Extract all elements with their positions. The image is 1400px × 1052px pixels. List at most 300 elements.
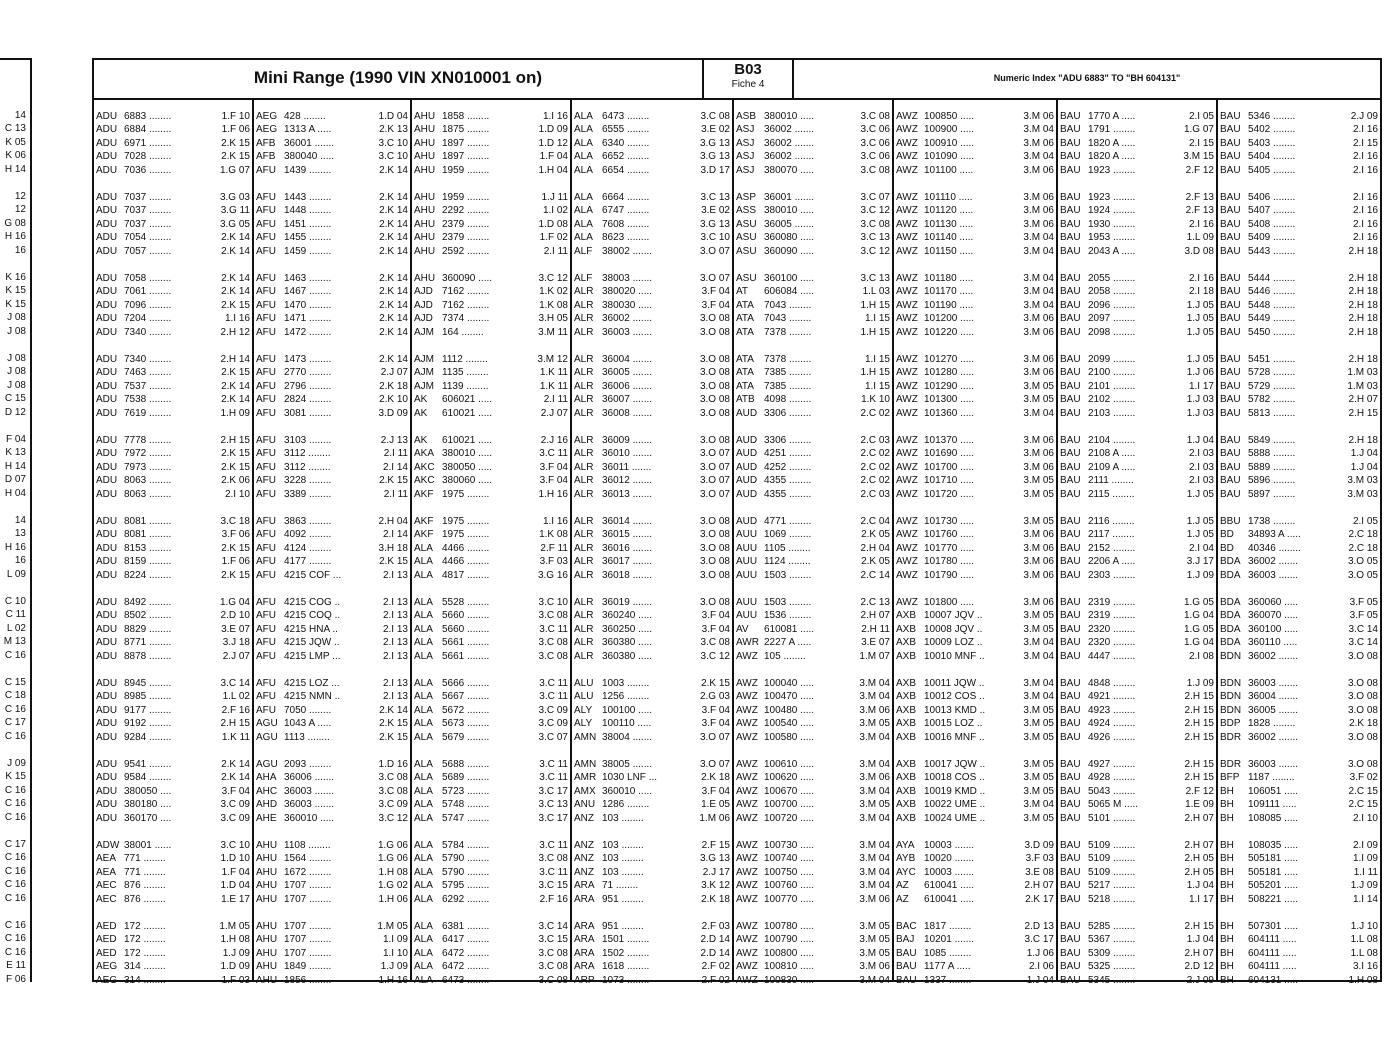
fiche-location: 3.G 13 <box>699 137 730 149</box>
part-prefix: AFU <box>256 542 276 554</box>
part-prefix: BH <box>1220 866 1234 878</box>
part-number: 4251 ........ <box>764 448 812 460</box>
fiche-location: 2.K 14 <box>221 245 250 257</box>
index-row <box>1058 852 1216 865</box>
part-number: 7050 ........ <box>284 704 332 716</box>
fiche-location: 3.C 10 <box>220 840 250 851</box>
part-prefix: AWZ <box>896 435 918 446</box>
strip-code: K 13 <box>5 447 26 459</box>
part-number: 2379 ........ <box>442 232 490 244</box>
part-prefix: AWZ <box>736 718 758 730</box>
fiche-location: 2.D 12 <box>1184 961 1214 973</box>
index-row <box>1218 137 1380 150</box>
part-prefix: BAU <box>1220 435 1241 446</box>
index-row <box>734 920 892 933</box>
fiche-location: 2.I 18 <box>1188 286 1214 298</box>
part-prefix: AWZ <box>896 380 918 392</box>
index-row <box>254 852 410 865</box>
part-prefix: BDA <box>1220 637 1241 649</box>
fiche-location: 3.G 13 <box>699 218 730 230</box>
index-row <box>734 812 892 825</box>
fiche-location: 3.C 08 <box>860 218 890 230</box>
index-row <box>254 812 410 825</box>
strip-code: C 16 <box>4 920 26 931</box>
fiche-location: 3.C 14 <box>1348 623 1378 635</box>
part-number: 38004 ....... <box>602 731 653 743</box>
part-prefix: ALA <box>414 569 433 581</box>
fiche-location: 2.H 07 <box>1184 840 1214 851</box>
part-number: 2058 ........ <box>1088 286 1136 298</box>
part-prefix: AWZ <box>896 367 918 379</box>
fiche-location: 3.C 18 <box>220 516 250 527</box>
part-number: 100810 ..... <box>764 961 815 973</box>
part-number: 1256 ........ <box>602 691 650 703</box>
strip-code: C 13 <box>4 123 26 135</box>
fiche-location: 1.H 04 <box>538 164 568 176</box>
part-prefix: AWZ <box>736 840 758 851</box>
part-prefix: AXB <box>896 650 917 662</box>
part-prefix: ALR <box>574 529 594 541</box>
index-row <box>412 285 570 298</box>
part-number: 8771 ........ <box>124 637 172 649</box>
index-row <box>1058 137 1216 150</box>
part-prefix: AUD <box>736 448 758 460</box>
fiche-location: 2.F 12 <box>1185 164 1214 176</box>
index-row <box>254 933 410 946</box>
part-prefix: ADU <box>96 192 118 203</box>
index-row <box>734 123 892 136</box>
part-prefix: AHU <box>256 947 278 959</box>
part-number: 5285 ........ <box>1088 921 1136 932</box>
part-prefix: AYA <box>896 840 915 851</box>
fiche-location: 3.D 09 <box>1024 840 1054 851</box>
fiche-location: 2.K 15 <box>221 299 250 311</box>
fiche-location: 3.D 17 <box>700 164 730 176</box>
part-prefix: AUD <box>736 435 758 446</box>
fiche-location: 2.C 13 <box>860 597 890 608</box>
part-prefix: ASU <box>736 245 757 257</box>
index-row <box>254 231 410 244</box>
index-row <box>1218 974 1380 987</box>
index-row <box>572 690 732 703</box>
part-number: 1858 ........ <box>442 111 490 122</box>
fiche-location: 1.F 06 <box>221 124 250 136</box>
index-row <box>254 434 410 447</box>
part-prefix: ADU <box>96 475 118 487</box>
index-row <box>1058 812 1216 825</box>
fiche-location: 2.I 05 <box>1352 516 1378 527</box>
fiche-location: 1.G 04 <box>1183 637 1214 649</box>
part-number: 101120 ..... <box>924 205 974 217</box>
part-prefix: ALA <box>414 759 433 770</box>
index-row <box>734 137 892 150</box>
part-prefix: AWZ <box>896 286 918 298</box>
fiche-location: 3.F 04 <box>701 718 730 730</box>
index-row <box>1058 353 1216 366</box>
part-prefix: ALA <box>414 961 433 973</box>
fiche-location: 2.K 15 <box>701 678 730 689</box>
index-row <box>894 947 1056 960</box>
fiche-location: 2.H 18 <box>1348 435 1378 446</box>
part-number: 2292 ........ <box>442 205 490 217</box>
fiche-location: 1.J 05 <box>1186 488 1214 500</box>
part-number: 7028 ........ <box>124 151 172 163</box>
fiche-location: 3.M 06 <box>1023 542 1054 554</box>
fiche-location: 3.E 02 <box>701 124 730 136</box>
fiche-location: 2.F 13 <box>1185 192 1214 203</box>
part-prefix: AWZ <box>896 556 918 568</box>
part-number: 10018 COS .. <box>924 772 985 784</box>
part-prefix: AUU <box>736 529 758 541</box>
part-prefix: AHU <box>414 205 436 217</box>
part-number: 5889 ........ <box>1248 461 1296 473</box>
part-number: 1953 ........ <box>1088 232 1136 244</box>
fiche-location: 3.F 05 <box>1349 597 1378 608</box>
part-prefix: BAU <box>1060 623 1081 635</box>
part-number: 8945 ........ <box>124 678 172 689</box>
strip-code: K 06 <box>5 150 26 162</box>
part-number: 5896 ........ <box>1248 475 1296 487</box>
part-prefix: ALY <box>574 718 593 730</box>
part-prefix: ALU <box>574 691 594 703</box>
index-row <box>1218 785 1380 798</box>
part-prefix: AFU <box>256 691 276 703</box>
fiche-location: 3.F 04 <box>701 610 730 622</box>
part-number: 6555 ........ <box>602 124 650 136</box>
part-prefix: BAU <box>1220 245 1241 257</box>
fiche-location: 3.F 04 <box>539 461 568 473</box>
fiche-location: 2.K 15 <box>221 137 250 149</box>
part-number: 100900 ..... <box>924 124 975 136</box>
fiche-location: 1.G 02 <box>377 880 408 892</box>
index-row <box>1218 650 1380 663</box>
part-number: 4215 HNA .. <box>284 623 338 635</box>
fiche-location: 3.M 06 <box>859 704 890 716</box>
fiche-location: 3.F 04 <box>539 475 568 487</box>
index-row <box>94 690 252 703</box>
index-row <box>894 515 1056 528</box>
index-row <box>254 447 410 460</box>
part-number: 2320 ........ <box>1088 637 1136 649</box>
fiche-location: 1.F 03 <box>221 974 250 986</box>
index-row <box>412 555 570 568</box>
strip-code: L 02 <box>6 622 26 634</box>
part-prefix: AXB <box>896 812 917 824</box>
part-number: 36009 ....... <box>602 435 653 446</box>
part-prefix: BAU <box>1220 151 1241 163</box>
index-row <box>894 960 1056 973</box>
fiche-location: 3.M 04 <box>1023 407 1054 419</box>
index-row <box>412 204 570 217</box>
part-number: 610041 ..... <box>924 893 975 905</box>
fiche-location: 3.C 08 <box>378 772 408 784</box>
part-prefix: BAU <box>1220 205 1241 217</box>
fiche-location: 1.M 03 <box>1347 367 1378 379</box>
fiche-location: 2.K 18 <box>701 772 730 784</box>
part-prefix: ADU <box>96 597 118 608</box>
part-prefix: AMX <box>574 785 596 797</box>
part-prefix: AXB <box>896 678 917 689</box>
part-prefix: ALU <box>574 678 594 689</box>
fiche-location: 3.C 11 <box>539 759 568 770</box>
part-number: 10017 JQW .. <box>924 759 986 770</box>
fiche-location: 3.O 08 <box>699 326 730 338</box>
index-row <box>894 191 1056 204</box>
index-row <box>572 474 732 487</box>
fiche-location: 3.C 08 <box>538 974 568 986</box>
fiche-location: 1.I 17 <box>1188 893 1214 905</box>
index-row <box>412 731 570 744</box>
fiche-location: 2.F 13 <box>1185 205 1214 217</box>
fiche-location: 2.H 05 <box>1184 853 1214 865</box>
index-row <box>734 447 892 460</box>
part-number: 5728 ........ <box>1248 367 1296 379</box>
fiche-location: 2.K 15 <box>221 461 250 473</box>
part-number: 6654 ........ <box>602 164 650 176</box>
part-number: 6884 ........ <box>124 124 172 136</box>
index-row <box>894 488 1056 501</box>
adjacent-page-strip <box>0 58 32 985</box>
part-prefix: AFU <box>256 326 276 338</box>
part-prefix: ADU <box>96 354 118 365</box>
part-number: 4817 ........ <box>442 569 490 581</box>
index-row <box>572 798 732 811</box>
fiche-location: 1.L 09 <box>1186 232 1214 244</box>
part-number: 4215 COF ... <box>284 569 342 581</box>
index-row <box>412 812 570 825</box>
part-number: 101130 ..... <box>924 218 974 230</box>
fiche-location: 1.H 15 <box>860 326 890 338</box>
index-row <box>412 636 570 649</box>
part-number: 2101 ........ <box>1088 380 1136 392</box>
fiche-location: 2.H 18 <box>1348 313 1378 325</box>
part-number: 876 ........ <box>124 880 166 892</box>
part-prefix: ADU <box>96 326 118 338</box>
fiche-location: 2.I 10 <box>224 488 250 500</box>
fiche-location: 3.M 05 <box>1023 380 1054 392</box>
part-number: 360010 ..... <box>602 785 653 797</box>
part-prefix: BAU <box>896 974 917 986</box>
part-number: 101280 ..... <box>924 367 975 379</box>
part-number: 101150 ..... <box>924 245 974 257</box>
part-number: 1536 ........ <box>764 610 812 622</box>
index-row <box>572 771 732 784</box>
part-number: 101300 ..... <box>924 394 975 406</box>
part-prefix: BAU <box>1060 192 1081 203</box>
fiche-location: 2.H 18 <box>1348 245 1378 257</box>
part-prefix: AFU <box>256 556 276 568</box>
index-row <box>572 974 732 987</box>
part-prefix: AGU <box>256 718 278 730</box>
fiche-location: 1.J 11 <box>541 192 568 203</box>
part-number: 5689 ........ <box>442 772 490 784</box>
part-prefix: ATA <box>736 313 754 325</box>
index-row <box>94 461 252 474</box>
part-prefix: AFU <box>256 286 276 298</box>
index-row <box>254 690 410 703</box>
part-number: 6883 ........ <box>124 111 172 122</box>
index-row <box>894 717 1056 730</box>
fiche-location: 2.H 15 <box>1184 921 1214 932</box>
part-prefix: AWZ <box>896 124 918 136</box>
index-row <box>572 596 732 609</box>
index-row <box>254 204 410 217</box>
fiche-location: 1.I 14 <box>1352 893 1378 905</box>
index-row <box>734 461 892 474</box>
strip-code: C 16 <box>4 649 26 661</box>
part-prefix: BAU <box>1060 759 1081 770</box>
index-row <box>412 542 570 555</box>
part-number: 3228 ........ <box>284 475 332 487</box>
fiche-location: 3.C 09 <box>220 812 250 824</box>
index-row <box>894 771 1056 784</box>
part-number: 106051 ..... <box>1248 785 1299 797</box>
index-row <box>1058 609 1216 622</box>
part-prefix: AXB <box>896 718 917 730</box>
index-row <box>1058 366 1216 379</box>
part-number: 5109 ........ <box>1088 853 1136 865</box>
fiche-location: 2.J 07 <box>222 650 250 662</box>
index-row <box>94 353 252 366</box>
index-row <box>734 609 892 622</box>
part-number: 1177 A ..... <box>924 961 971 973</box>
part-prefix: AUD <box>736 516 758 527</box>
index-row <box>1058 920 1216 933</box>
part-number: 38001 ...... <box>124 840 172 851</box>
part-number: 360010 ..... <box>284 812 335 824</box>
fiche-location: 1.G 06 <box>377 840 408 851</box>
index-row <box>894 326 1056 339</box>
index-row <box>1218 218 1380 231</box>
part-number: 100670 ..... <box>764 785 815 797</box>
index-row <box>1058 960 1216 973</box>
part-number: 507301 ..... <box>1248 921 1299 932</box>
index-row <box>572 866 732 879</box>
fiche-location: 1.J 10 <box>1350 921 1378 932</box>
part-number: 4927 ........ <box>1088 759 1136 770</box>
part-prefix: BAU <box>1220 407 1241 419</box>
index-row <box>894 690 1056 703</box>
part-prefix: AKF <box>414 529 434 541</box>
part-number: 7463 ........ <box>124 367 172 379</box>
part-number: 1501 ........ <box>602 934 650 946</box>
index-row <box>1218 407 1380 420</box>
part-prefix: AFU <box>256 637 276 649</box>
index-row <box>412 407 570 420</box>
part-prefix: ALA <box>414 718 433 730</box>
fiche-location: 3.O 07 <box>699 245 730 257</box>
index-row <box>254 150 410 163</box>
fiche-location: 2.K 14 <box>379 232 408 244</box>
part-prefix: AFU <box>256 313 276 325</box>
parts-index-sheet <box>92 58 1382 986</box>
part-number: 380050 .... <box>124 785 172 797</box>
fiche-location: 3.M 04 <box>1023 650 1054 662</box>
part-number: 4466 ........ <box>442 556 490 568</box>
fiche-location: 3.C 06 <box>860 137 890 149</box>
fiche-location: 3.C 10 <box>700 232 730 244</box>
index-row <box>94 852 252 865</box>
index-row <box>94 542 252 555</box>
part-number: 100720 ..... <box>764 812 815 824</box>
index-row <box>94 231 252 244</box>
fiche-location: 3.M 05 <box>1023 785 1054 797</box>
index-row <box>1218 852 1380 865</box>
fiche-location: 3.G 16 <box>537 569 568 581</box>
strip-code: C 15 <box>4 393 26 405</box>
index-row <box>894 704 1056 717</box>
part-number: 5782 ........ <box>1248 394 1296 406</box>
part-prefix: BDN <box>1220 650 1242 662</box>
part-prefix: ADU <box>96 286 118 298</box>
index-row <box>412 920 570 933</box>
part-number: 5528 ........ <box>442 597 490 608</box>
part-prefix: ADU <box>96 394 118 406</box>
fiche-location: 3.M 06 <box>859 893 890 905</box>
part-number: 604111 ..... <box>1248 961 1297 973</box>
index-row <box>734 771 892 784</box>
index-row <box>254 326 410 339</box>
fiche-location: 3.M 05 <box>1023 516 1054 527</box>
fiche-location: 2.I 16 <box>1188 273 1214 284</box>
index-row <box>412 447 570 460</box>
part-prefix: ALA <box>414 623 433 635</box>
fiche-location: 1.L 03 <box>862 286 890 298</box>
part-number: 172 ........ <box>124 934 166 946</box>
part-number: 2100 ........ <box>1088 367 1136 379</box>
part-prefix: ANU <box>574 799 596 811</box>
index-row <box>94 474 252 487</box>
fiche-location: 1.I 10 <box>382 947 408 959</box>
part-number: 7037 ........ <box>124 218 172 230</box>
part-number: 36005 ....... <box>1248 704 1299 716</box>
fiche-location: 2.H 04 <box>378 516 408 527</box>
part-number: 36001 ....... <box>284 137 335 149</box>
fiche-location: 3.M 06 <box>1023 354 1054 365</box>
fiche-location: 2.K 14 <box>221 380 250 392</box>
part-number: 100700 ..... <box>764 799 815 811</box>
part-prefix: BAU <box>1220 218 1241 230</box>
part-prefix: BAU <box>1220 111 1241 122</box>
part-number: 5748 ........ <box>442 799 490 811</box>
index-row <box>894 555 1056 568</box>
fiche-location: 3.M 05 <box>1023 759 1054 770</box>
index-row <box>94 879 252 892</box>
part-number: 1791 ........ <box>1088 124 1136 136</box>
fiche-location: 3.M 06 <box>1023 218 1054 230</box>
part-number: 3306 ........ <box>764 407 812 419</box>
index-row <box>1058 677 1216 690</box>
part-number: 2770 ........ <box>284 367 332 379</box>
part-number: 1108 ........ <box>284 840 331 851</box>
part-number: 3103 ........ <box>284 435 332 446</box>
part-number: 606021 ..... <box>442 394 493 406</box>
strip-code: H 04 <box>4 487 26 499</box>
index-row <box>254 758 410 771</box>
part-prefix: AFU <box>256 650 276 662</box>
index-row <box>1058 123 1216 136</box>
part-prefix: AHU <box>414 111 436 122</box>
part-prefix: ADU <box>96 164 118 176</box>
index-row <box>254 393 410 406</box>
fiche-location: 3.F 03 <box>539 556 568 568</box>
index-row <box>734 191 892 204</box>
part-number: 2109 A ..... <box>1088 461 1136 473</box>
part-prefix: BAU <box>1220 137 1241 149</box>
index-row <box>572 110 732 123</box>
part-prefix: ANZ <box>574 840 594 851</box>
part-prefix: BAU <box>1220 475 1241 487</box>
